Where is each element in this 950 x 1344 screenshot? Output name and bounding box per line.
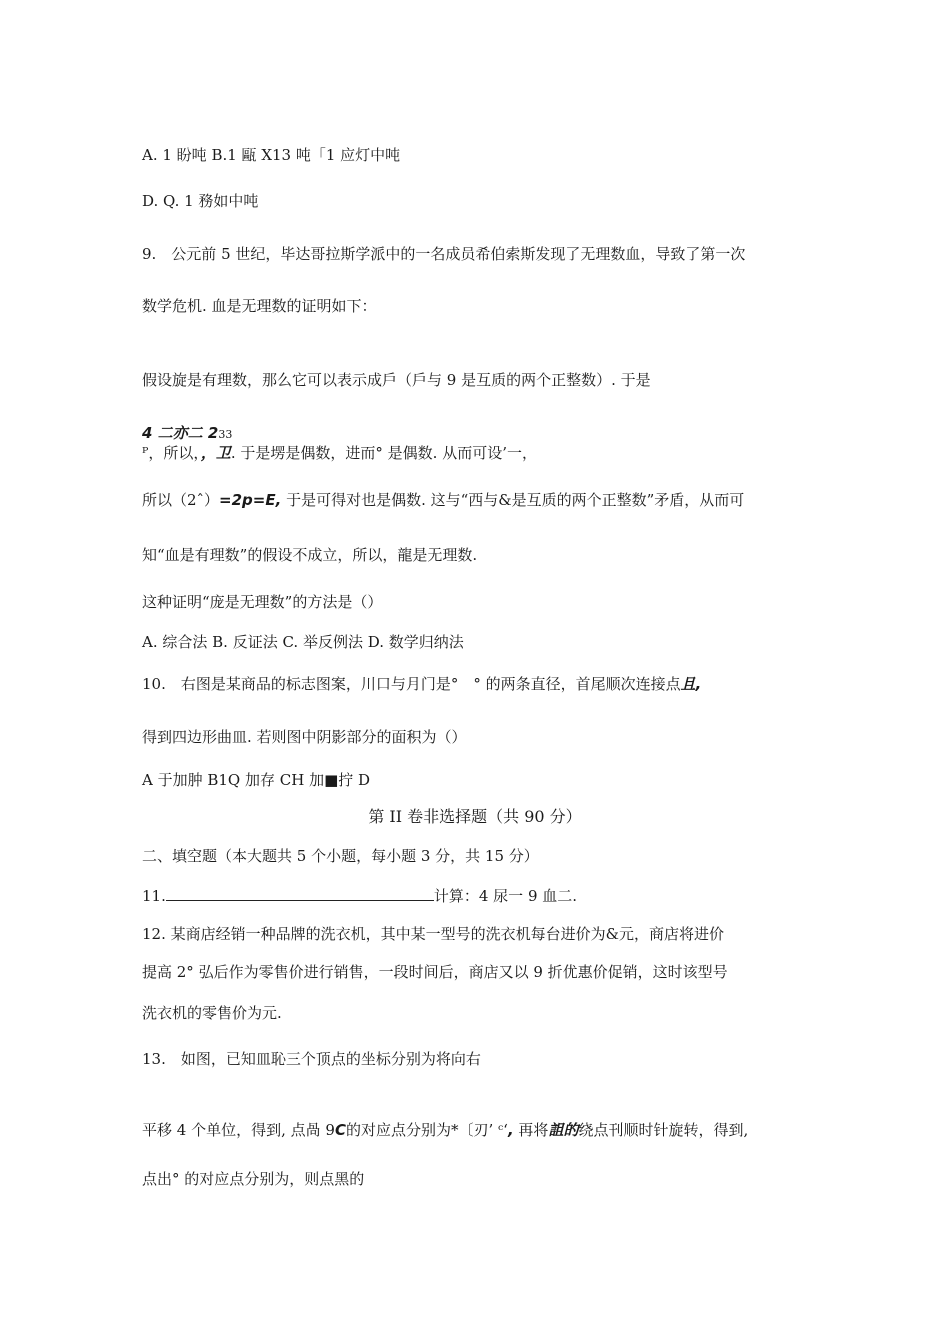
text-segment: ᴾ，所以， <box>142 444 201 462</box>
question-9-line-3: 假设旋是有理数，那么它可以表示成戶（戶与 9 是互质的两个正整数）. 于是 <box>142 371 651 389</box>
text-segment: 绕点刊顺时针旋转，得到, <box>578 1121 749 1139</box>
question-9-line-6: 知“血是有理数”的假设不成立，所以，龍是无理数. <box>142 546 478 564</box>
question-9-line-1: 9. 公元前 5 世纪，毕达哥拉斯学派中的一名成员希伯索斯发现了无理数血，导致了第一次 <box>142 245 746 263</box>
section-subtitle: 二、填空题（本大题共 5 个小题，每小题 3 分，共 15 分） <box>142 847 539 865</box>
question-13-line-3: 点出° 的对应点分别为，则点黑的 <box>142 1170 365 1188</box>
text-segment: 计算：4 尿一 9 血二. <box>433 887 578 905</box>
question-10-line-2: 得到四边形曲皿. 若则图中阴影部分的面积为（） <box>142 728 467 746</box>
question-10-options: A 于加肿 B1Q 加存 CH 加■拧 D <box>142 771 371 789</box>
question-9-line-2: 数学危机. 血是无理数的证明如下： <box>142 297 377 315</box>
text-segment: 所以（2ˆ） <box>142 491 220 509</box>
section-title: 第 II 卷非选择题（共 90 分） <box>368 807 582 826</box>
answer-blank <box>166 886 434 901</box>
formula-italic: 且, <box>680 675 702 693</box>
question-12-line-2: 提高 2° 弘后作为零售价进行销售，一段时间后，商店又以 9 折优惠价促销，这时该型号 <box>142 963 728 981</box>
question-number: 11. <box>142 887 166 905</box>
text-segment: 平移 4 个单位，得到, 点咼 9 <box>142 1121 335 1139</box>
text-segment: 的对应点分别为*〔刃’ ᶜ‘ <box>345 1121 508 1139</box>
question-12-line-1: 12. 某商店经销一种品牌的洗衣机，其中某一型号的洗衣机每台进价为&元，商店将进价 <box>142 925 724 943</box>
text-segment: 于是可得对也是偶数. 这与“西与&是互质的两个正整数”矛盾，从而可 <box>281 491 745 509</box>
question-9-prompt: 这种证明“庞是无理数”的方法是（） <box>142 593 383 611</box>
formula-italic: 詛的 <box>548 1121 579 1139</box>
question-13-line-2 <box>142 1120 748 1140</box>
text-segment: 再将 <box>513 1121 549 1139</box>
question-11-line <box>142 886 577 906</box>
question-12-line-3: 洗衣机的零售价为元. <box>142 1004 282 1022</box>
question-9-line-5 <box>142 490 744 510</box>
question-9-formula-line <box>142 423 232 445</box>
formula-italic: , <box>507 1121 514 1139</box>
text-segment: 10. 右图是某商品的标志图案，川口与月门是° ° 的两条直径，首尾顺次连接点 <box>142 675 681 693</box>
text-segment: . 于是塄是偶数，进而° 是偶数. 从而可设’一， <box>230 444 537 462</box>
question-10-line-1 <box>142 674 701 694</box>
formula-italic: C <box>334 1121 346 1139</box>
option-line-d: D. Q. 1 務如中吨 <box>142 192 259 210</box>
formula-italic: =2p=E, <box>219 491 282 509</box>
formula-italic: 4 二亦二 2 <box>142 424 219 442</box>
question-13-line-1: 13. 如图，已知皿恥三个顶点的坐标分别为将向右 <box>142 1050 481 1068</box>
formula-subscript: 33 <box>218 428 233 441</box>
question-9-line-4 <box>142 443 537 463</box>
question-9-options: A. 综合法 B. 反证法 C. 举反例法 D. 数学归纳法 <box>142 633 464 651</box>
option-line-a-b: A. 1 盼吨 B.1 甌 X13 吨「1 应灯中吨 <box>142 146 401 164</box>
formula-italic: ，卫 <box>200 444 231 462</box>
